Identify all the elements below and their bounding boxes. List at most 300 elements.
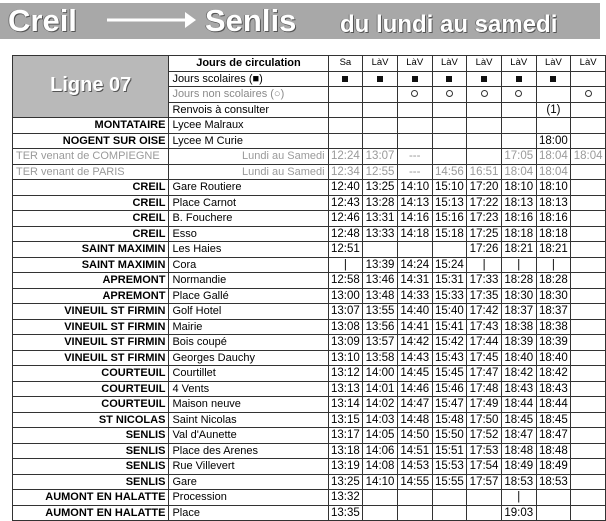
column-days-header: LàV	[571, 56, 606, 72]
school-days-square-icon	[516, 76, 522, 82]
time-cell	[397, 118, 432, 134]
time-cell	[467, 118, 502, 134]
school-days-square-icon	[342, 76, 348, 82]
days-of-operation-label: Jours de circulation	[169, 56, 328, 72]
time-cell: 13:31	[363, 211, 398, 227]
time-cell	[536, 118, 571, 134]
time-cell: 14:05	[363, 428, 398, 444]
time-cell: 15:55	[432, 474, 467, 490]
time-cell: 14:13	[397, 195, 432, 211]
stop-name: Gare Routiere	[169, 180, 328, 196]
school-days-cell	[467, 71, 502, 87]
town-name: SAINT MAXIMIN	[13, 257, 169, 273]
time-cell: 12:48	[328, 226, 363, 242]
town-name: SENLIS	[13, 428, 169, 444]
time-cell: 18:48	[501, 443, 536, 459]
time-cell: 18:10	[501, 180, 536, 196]
time-cell: 13:33	[363, 226, 398, 242]
time-cell	[571, 133, 606, 149]
time-cell	[397, 242, 432, 258]
time-cell	[363, 133, 398, 149]
time-cell: 15:46	[432, 381, 467, 397]
time-cell	[467, 490, 502, 506]
time-cell	[571, 288, 606, 304]
header-destination: Senlis	[205, 3, 297, 38]
time-cell: 18:16	[501, 211, 536, 227]
town-name: COURTEUIL	[13, 366, 169, 382]
time-cell: 13:08	[328, 319, 363, 335]
time-cell: 15:31	[432, 273, 467, 289]
non-school-days-cell	[467, 87, 502, 103]
footnote-cell	[397, 102, 432, 118]
time-cell: 12:24	[328, 149, 363, 165]
time-cell: 14:08	[363, 459, 398, 475]
time-cell: 15:33	[432, 288, 467, 304]
town-name: SENLIS	[13, 443, 169, 459]
time-cell	[571, 397, 606, 413]
time-cell: 12:46	[328, 211, 363, 227]
timetable-row	[13, 288, 606, 304]
time-cell: 17:20	[467, 180, 502, 196]
stop-name: Maison neuve	[169, 397, 328, 413]
time-cell: 15:10	[432, 180, 467, 196]
time-cell: 13:07	[328, 304, 363, 320]
timetable	[12, 55, 606, 521]
time-cell: 15:53	[432, 459, 467, 475]
time-cell: 17:22	[467, 195, 502, 211]
time-cell	[501, 133, 536, 149]
time-cell: 18:43	[536, 381, 571, 397]
stop-name: Place des Arenes	[169, 443, 328, 459]
stop-name: Place Gallé	[169, 288, 328, 304]
footnote-cell	[328, 102, 363, 118]
time-cell: 17:57	[467, 474, 502, 490]
time-cell	[432, 490, 467, 506]
time-cell: |	[501, 257, 536, 273]
time-cell: |	[467, 257, 502, 273]
timetable-row	[13, 366, 606, 382]
non-school-days-cell	[501, 87, 536, 103]
time-cell: 18:21	[536, 242, 571, 258]
time-cell: 17:05	[501, 149, 536, 165]
town-name: MONTATAIRE	[13, 118, 169, 134]
school-days-cell	[432, 71, 467, 87]
time-cell	[328, 118, 363, 134]
school-days-square-icon	[377, 76, 383, 82]
time-cell	[363, 490, 398, 506]
time-cell: 17:49	[467, 397, 502, 413]
town-name: VINEUIL ST FIRMIN	[13, 350, 169, 366]
time-cell: 14:55	[397, 474, 432, 490]
time-cell	[363, 505, 398, 521]
header-origin: Creil	[8, 3, 77, 38]
time-cell: ---	[397, 149, 432, 165]
time-cell: 18:40	[501, 350, 536, 366]
time-cell: 15:16	[432, 211, 467, 227]
timetable-row	[13, 273, 606, 289]
time-cell: 18:53	[501, 474, 536, 490]
time-cell: 12:58	[328, 273, 363, 289]
time-cell: 15:48	[432, 412, 467, 428]
time-cell: 17:53	[467, 443, 502, 459]
time-cell: 14:03	[363, 412, 398, 428]
time-cell: 13:56	[363, 319, 398, 335]
time-cell: 14:24	[397, 257, 432, 273]
time-cell	[571, 273, 606, 289]
time-cell: 19:03	[501, 505, 536, 521]
non-school-days-cell	[536, 87, 571, 103]
line-name: Ligne 07	[50, 74, 132, 96]
time-cell	[571, 118, 606, 134]
school-days-cell	[501, 71, 536, 87]
time-cell: 18:04	[536, 149, 571, 165]
town-name: CREIL	[13, 226, 169, 242]
time-cell: 17:23	[467, 211, 502, 227]
town-name: COURTEUIL	[13, 381, 169, 397]
town-name: CREIL	[13, 195, 169, 211]
train-connection-row	[13, 164, 606, 180]
time-cell: 18:47	[536, 428, 571, 444]
time-cell: 13:12	[328, 366, 363, 382]
time-cell: 18:00	[536, 133, 571, 149]
line-badge	[13, 56, 169, 118]
time-cell: 14:46	[397, 381, 432, 397]
time-cell: |	[536, 257, 571, 273]
timetable-row	[13, 226, 606, 242]
footnote-cell	[363, 102, 398, 118]
school-days-square-icon	[481, 76, 487, 82]
column-days-header: LàV	[536, 56, 571, 72]
time-cell: 13:58	[363, 350, 398, 366]
time-cell: 13:25	[363, 180, 398, 196]
timetable-row	[13, 350, 606, 366]
stop-name: Esso	[169, 226, 328, 242]
time-cell: 18:44	[536, 397, 571, 413]
time-cell: 18:18	[536, 226, 571, 242]
time-cell: 14:50	[397, 428, 432, 444]
time-cell: 18:04	[571, 149, 606, 165]
time-cell: 13:39	[363, 257, 398, 273]
time-cell: 14:33	[397, 288, 432, 304]
time-cell	[571, 226, 606, 242]
time-cell: 12:51	[328, 242, 363, 258]
footnote-cell: (1)	[536, 102, 571, 118]
stop-name: Lycee M Curie	[169, 133, 328, 149]
time-cell: 14:40	[397, 304, 432, 320]
time-cell: 18:38	[501, 319, 536, 335]
time-cell	[328, 133, 363, 149]
non-school-days-circle-icon	[585, 90, 592, 97]
time-cell: 18:10	[536, 180, 571, 196]
time-cell: 18:39	[536, 335, 571, 351]
timetable-row	[13, 335, 606, 351]
time-cell: 18:49	[501, 459, 536, 475]
time-cell: 18:40	[536, 350, 571, 366]
timetable-row	[13, 459, 606, 475]
time-cell: 15:40	[432, 304, 467, 320]
town-name: CREIL	[13, 211, 169, 227]
time-cell	[571, 412, 606, 428]
time-cell: 18:49	[536, 459, 571, 475]
time-cell	[571, 319, 606, 335]
time-cell: 12:43	[328, 195, 363, 211]
stop-name: Procession	[169, 490, 328, 506]
time-cell: 17:48	[467, 381, 502, 397]
time-cell: 18:48	[536, 443, 571, 459]
time-cell	[571, 164, 606, 180]
time-cell: 13:28	[363, 195, 398, 211]
timetable-row	[13, 133, 606, 149]
column-days-header: LàV	[467, 56, 502, 72]
time-cell: 14:47	[397, 397, 432, 413]
time-cell: 13:25	[328, 474, 363, 490]
timetable-row	[13, 180, 606, 196]
stop-name: Rue Villevert	[169, 459, 328, 475]
time-cell: 14:16	[397, 211, 432, 227]
column-days-header: LàV	[432, 56, 467, 72]
time-cell: 13:00	[328, 288, 363, 304]
time-cell: 15:18	[432, 226, 467, 242]
school-days-square-icon	[446, 76, 452, 82]
time-cell: 18:04	[501, 164, 536, 180]
time-cell: 15:45	[432, 366, 467, 382]
time-cell	[467, 505, 502, 521]
train-connection-days: Lundi au Samedi	[169, 164, 328, 180]
time-cell: 18:37	[536, 304, 571, 320]
time-cell: 18:43	[501, 381, 536, 397]
stop-name: 4 Vents	[169, 381, 328, 397]
time-cell: 14:41	[397, 319, 432, 335]
time-cell: 17:54	[467, 459, 502, 475]
stop-name: Mairie	[169, 319, 328, 335]
time-cell: 14:45	[397, 366, 432, 382]
time-cell	[571, 428, 606, 444]
stop-name: Les Haies	[169, 242, 328, 258]
time-cell	[571, 304, 606, 320]
time-cell: 17:47	[467, 366, 502, 382]
footnote-cell	[571, 102, 606, 118]
stop-name: Cora	[169, 257, 328, 273]
column-days-header: LàV	[397, 56, 432, 72]
right-arrow-icon	[105, 9, 197, 31]
time-cell: 13:10	[328, 350, 363, 366]
time-cell: 18:38	[536, 319, 571, 335]
time-cell	[397, 133, 432, 149]
timetable-row	[13, 490, 606, 506]
non-school-days-circle-icon	[515, 90, 522, 97]
stop-name: B. Fouchere	[169, 211, 328, 227]
time-cell	[397, 505, 432, 521]
time-cell: 13:32	[328, 490, 363, 506]
time-cell	[432, 133, 467, 149]
timetable-row	[13, 211, 606, 227]
time-cell: 14:56	[432, 164, 467, 180]
time-cell: 15:50	[432, 428, 467, 444]
time-cell: 15:47	[432, 397, 467, 413]
time-cell: 16:51	[467, 164, 502, 180]
time-cell: 13:35	[328, 505, 363, 521]
time-cell	[432, 505, 467, 521]
school-days-cell	[328, 71, 363, 87]
time-cell	[571, 180, 606, 196]
stop-name: Golf Hotel	[169, 304, 328, 320]
time-cell: 13:55	[363, 304, 398, 320]
school-days-label: Jours scolaires (■)	[169, 71, 328, 87]
time-cell	[536, 490, 571, 506]
time-cell: 14:31	[397, 273, 432, 289]
time-cell	[467, 133, 502, 149]
non-school-days-circle-icon	[411, 90, 418, 97]
time-cell	[432, 149, 467, 165]
stop-name: Georges Dauchy	[169, 350, 328, 366]
time-cell	[571, 366, 606, 382]
timetable-row	[13, 412, 606, 428]
timetable-row	[13, 257, 606, 273]
time-cell	[571, 350, 606, 366]
time-cell: 13:14	[328, 397, 363, 413]
time-cell: 17:50	[467, 412, 502, 428]
time-cell: 18:47	[501, 428, 536, 444]
time-cell: 17:52	[467, 428, 502, 444]
town-name: VINEUIL ST FIRMIN	[13, 319, 169, 335]
non-school-days-cell	[397, 87, 432, 103]
stop-name: Bois coupé	[169, 335, 328, 351]
time-cell: 17:33	[467, 273, 502, 289]
time-cell: 18:42	[501, 366, 536, 382]
time-cell: 18:44	[501, 397, 536, 413]
time-cell: |	[328, 257, 363, 273]
stop-name: Saint Nicolas	[169, 412, 328, 428]
timetable-row	[13, 304, 606, 320]
non-school-days-circle-icon	[446, 90, 453, 97]
time-cell: 14:18	[397, 226, 432, 242]
time-cell: 14:00	[363, 366, 398, 382]
time-cell	[571, 490, 606, 506]
time-cell	[363, 118, 398, 134]
column-days-header: LàV	[501, 56, 536, 72]
school-days-cell	[363, 71, 398, 87]
time-cell: 18:37	[501, 304, 536, 320]
stop-name: Lycee Malraux	[169, 118, 328, 134]
time-cell	[363, 242, 398, 258]
time-cell: 15:51	[432, 443, 467, 459]
time-cell: 13:15	[328, 412, 363, 428]
time-cell: 14:43	[397, 350, 432, 366]
time-cell	[571, 381, 606, 397]
time-cell: 14:01	[363, 381, 398, 397]
time-cell: 17:43	[467, 319, 502, 335]
timetable-row	[13, 118, 606, 134]
time-cell: 13:19	[328, 459, 363, 475]
time-cell: 13:46	[363, 273, 398, 289]
town-name: AUMONT EN HALATTE	[13, 490, 169, 506]
time-cell: 17:42	[467, 304, 502, 320]
time-cell	[571, 242, 606, 258]
time-cell: 17:44	[467, 335, 502, 351]
non-school-days-cell	[571, 87, 606, 103]
timetable-row	[13, 381, 606, 397]
time-cell	[571, 257, 606, 273]
column-header-row	[13, 56, 606, 72]
town-name: VINEUIL ST FIRMIN	[13, 335, 169, 351]
time-cell: 17:26	[467, 242, 502, 258]
time-cell	[571, 505, 606, 521]
time-cell: 18:21	[501, 242, 536, 258]
non-school-days-cell	[328, 87, 363, 103]
town-name: AUMONT EN HALATTE	[13, 505, 169, 521]
time-cell: 15:42	[432, 335, 467, 351]
timetable-row	[13, 443, 606, 459]
time-cell: 12:55	[363, 164, 398, 180]
time-cell	[501, 118, 536, 134]
train-connection-label: TER venant de PARIS	[13, 164, 169, 180]
school-days-cell	[571, 71, 606, 87]
town-name: APREMONT	[13, 288, 169, 304]
time-cell: 18:18	[501, 226, 536, 242]
non-school-days-label: Jours non scolaires (○)	[169, 87, 328, 103]
time-cell: 14:53	[397, 459, 432, 475]
time-cell: 14:51	[397, 443, 432, 459]
time-cell	[571, 443, 606, 459]
stop-name: Val d'Aunette	[169, 428, 328, 444]
time-cell: 18:28	[501, 273, 536, 289]
stop-name: Place Carnot	[169, 195, 328, 211]
town-name: SENLIS	[13, 459, 169, 475]
stop-name: Place	[169, 505, 328, 521]
time-cell: 18:53	[536, 474, 571, 490]
footnote-cell	[467, 102, 502, 118]
time-cell: 12:40	[328, 180, 363, 196]
time-cell	[571, 211, 606, 227]
time-cell: 13:13	[328, 381, 363, 397]
non-school-days-cell	[363, 87, 398, 103]
town-name: SAINT MAXIMIN	[13, 242, 169, 258]
time-cell: |	[501, 490, 536, 506]
time-cell: 18:42	[536, 366, 571, 382]
time-cell	[432, 118, 467, 134]
time-cell: 15:13	[432, 195, 467, 211]
stop-name: Gare	[169, 474, 328, 490]
time-cell: ---	[397, 164, 432, 180]
train-connection-days: Lundi au Samedi	[169, 149, 328, 165]
time-cell: 15:43	[432, 350, 467, 366]
time-cell	[432, 242, 467, 258]
timetable-row	[13, 505, 606, 521]
stop-name: Normandie	[169, 273, 328, 289]
column-days-header: LàV	[363, 56, 398, 72]
town-name: ST NICOLAS	[13, 412, 169, 428]
time-cell: 17:35	[467, 288, 502, 304]
town-name: APREMONT	[13, 273, 169, 289]
school-days-square-icon	[412, 76, 418, 82]
header-days: du lundi au samedi	[340, 11, 558, 38]
time-cell: 18:28	[536, 273, 571, 289]
time-cell: 14:10	[397, 180, 432, 196]
school-days-square-icon	[550, 76, 556, 82]
timetable-row	[13, 474, 606, 490]
town-name: VINEUIL ST FIRMIN	[13, 304, 169, 320]
timetable-row	[13, 242, 606, 258]
time-cell: 18:16	[536, 211, 571, 227]
page-header	[0, 0, 606, 42]
time-cell: 17:45	[467, 350, 502, 366]
time-cell: 13:18	[328, 443, 363, 459]
time-cell: 18:30	[501, 288, 536, 304]
town-name: CREIL	[13, 180, 169, 196]
time-cell: 15:41	[432, 319, 467, 335]
time-cell: 18:39	[501, 335, 536, 351]
time-cell: 13:17	[328, 428, 363, 444]
